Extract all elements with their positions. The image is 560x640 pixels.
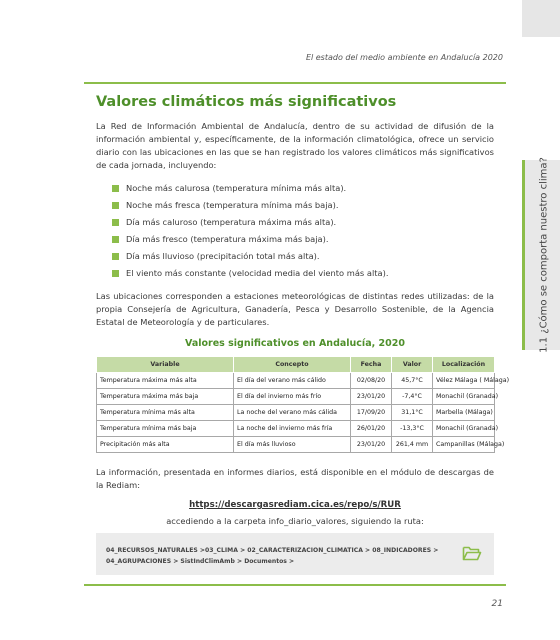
side-tab: [522, 0, 560, 640]
list-item: [112, 180, 389, 197]
bullet-square-icon: [112, 202, 119, 209]
table-cell: -13,3°C: [392, 421, 433, 437]
table-cell: Campanillas (Málaga): [433, 437, 495, 453]
bullet-square-icon: [112, 253, 119, 260]
table-cell: 02/08/20: [351, 373, 392, 389]
table-cell: Temperatura máxima más alta: [97, 373, 234, 389]
download-paragraph: La información, presentada en informes diarios, está disponible en el módulo de descargas de la Rediam:: [96, 467, 494, 490]
folder-path-line: 04_RECURSOS_NATURALES >03_CLIMA > 02_CARACTERIZACION_CLIMATICA > 08_INDICADORES >: [106, 547, 439, 554]
list-item: [112, 248, 389, 265]
column-header: Valor: [392, 357, 433, 373]
table-cell: La noche del verano más cálida: [234, 405, 351, 421]
table-row: [97, 389, 495, 405]
bullet-square-icon: [112, 236, 119, 243]
folder-path-line: 04_AGRUPACIONES > SistIndClimAmb > Documentos >: [106, 558, 295, 565]
chapter-tab-label: 1.1 ¿Cómo se comporta nuestro clima?: [538, 157, 550, 353]
folder-path-box: [96, 533, 494, 575]
bullet-square-icon: [112, 219, 119, 226]
table-cell: 26/01/20: [351, 421, 392, 437]
folder-open-icon: [462, 544, 482, 562]
table-cell: Marbella (Málaga): [433, 405, 495, 421]
table-cell: Precipitación más alta: [97, 437, 234, 453]
rediam-download-link[interactable]: https://descargasrediam.cica.es/repo/s/RUR: [189, 500, 401, 510]
table-cell: 45,7°C: [392, 373, 433, 389]
table-cell: 23/01/20: [351, 437, 392, 453]
running-header: El estado del medio ambiente en Andalucía 2020: [305, 53, 503, 62]
table-cell: Temperatura mínima más alta: [97, 405, 234, 421]
table-cell: La noche del invierno más fría: [234, 421, 351, 437]
bullet-square-icon: [112, 185, 119, 192]
folder-instruction: accediendo a la carpeta info_diario_valores, siguiendo la ruta:: [166, 516, 424, 526]
table-row: [97, 421, 495, 437]
table-cell: 23/01/20: [351, 389, 392, 405]
column-header: Concepto: [234, 357, 351, 373]
table-row: [97, 405, 495, 421]
list-item-text: Día más fresco (temperatura máxima más baja).: [126, 234, 329, 244]
column-header: Localización: [433, 357, 495, 373]
table-cell: El día del verano más cálido: [234, 373, 351, 389]
table-title: Valores significativos en Andalucía, 2020: [185, 338, 405, 349]
folder-path: [106, 545, 446, 567]
column-header: Variable: [97, 357, 234, 373]
intro-paragraph: La Red de Información Ambiental de Andalucía, dentro de su actividad de difusión de la información ambiental y, específicamente, de la información climatológica, ofrece un servicio diario con las ubicaciones en las que se han registrado los valores climáticos más significativos de cada jornada, incluyendo:: [96, 121, 494, 170]
table-cell: Monachil (Granada): [433, 421, 495, 437]
list-item: [112, 231, 389, 248]
climate-table: [96, 356, 510, 453]
table-cell: 17/09/20: [351, 405, 392, 421]
page-number: 21: [491, 599, 503, 609]
top-rule: [84, 82, 506, 84]
table-cell: 261,4 mm: [392, 437, 433, 453]
stations-paragraph: Las ubicaciones corresponden a estaciones meteorológicas de distintas redes utilizadas: de la propia Consejería de Agricultura, Ganadería, Pesca y Desarrollo Sostenible, de la Agencia Estatal de Meteorología y de particulares.: [96, 291, 494, 327]
table-cell: Temperatura mínima más baja: [97, 421, 234, 437]
side-tab-top-block: [522, 0, 560, 37]
list-item-text: Día más lluvioso (precipitación total más alta).: [126, 251, 320, 261]
list-item: [112, 265, 389, 282]
table-cell: -7,4°C: [392, 389, 433, 405]
section-title: Valores climáticos más significativos: [96, 94, 397, 110]
table-cell: El día del invierno más frío: [234, 389, 351, 405]
table-cell: El día más lluvioso: [234, 437, 351, 453]
list-item-text: Noche más calurosa (temperatura mínima más alta).: [126, 183, 347, 193]
column-header: Fecha: [351, 357, 392, 373]
list-item-text: Noche más fresca (temperatura mínima más baja).: [126, 200, 339, 210]
list-item-text: Día más caluroso (temperatura máxima más alta).: [126, 217, 337, 227]
list-item: [112, 197, 389, 214]
bullet-list: [112, 180, 389, 282]
list-item-text: El viento más constante (velocidad media del viento más alta).: [126, 268, 389, 278]
table-cell: Temperatura máxima más baja: [97, 389, 234, 405]
table-header-row: [97, 357, 495, 373]
table-cell: Vélez Málaga ( Málaga): [433, 373, 495, 389]
table-cell: Monachil (Granada): [433, 389, 495, 405]
bottom-rule: [84, 584, 506, 586]
table-row: [97, 373, 495, 389]
chapter-tab: [522, 157, 560, 353]
list-item: [112, 214, 389, 231]
table-row: [97, 437, 495, 453]
bullet-square-icon: [112, 270, 119, 277]
table-cell: 31,1°C: [392, 405, 433, 421]
